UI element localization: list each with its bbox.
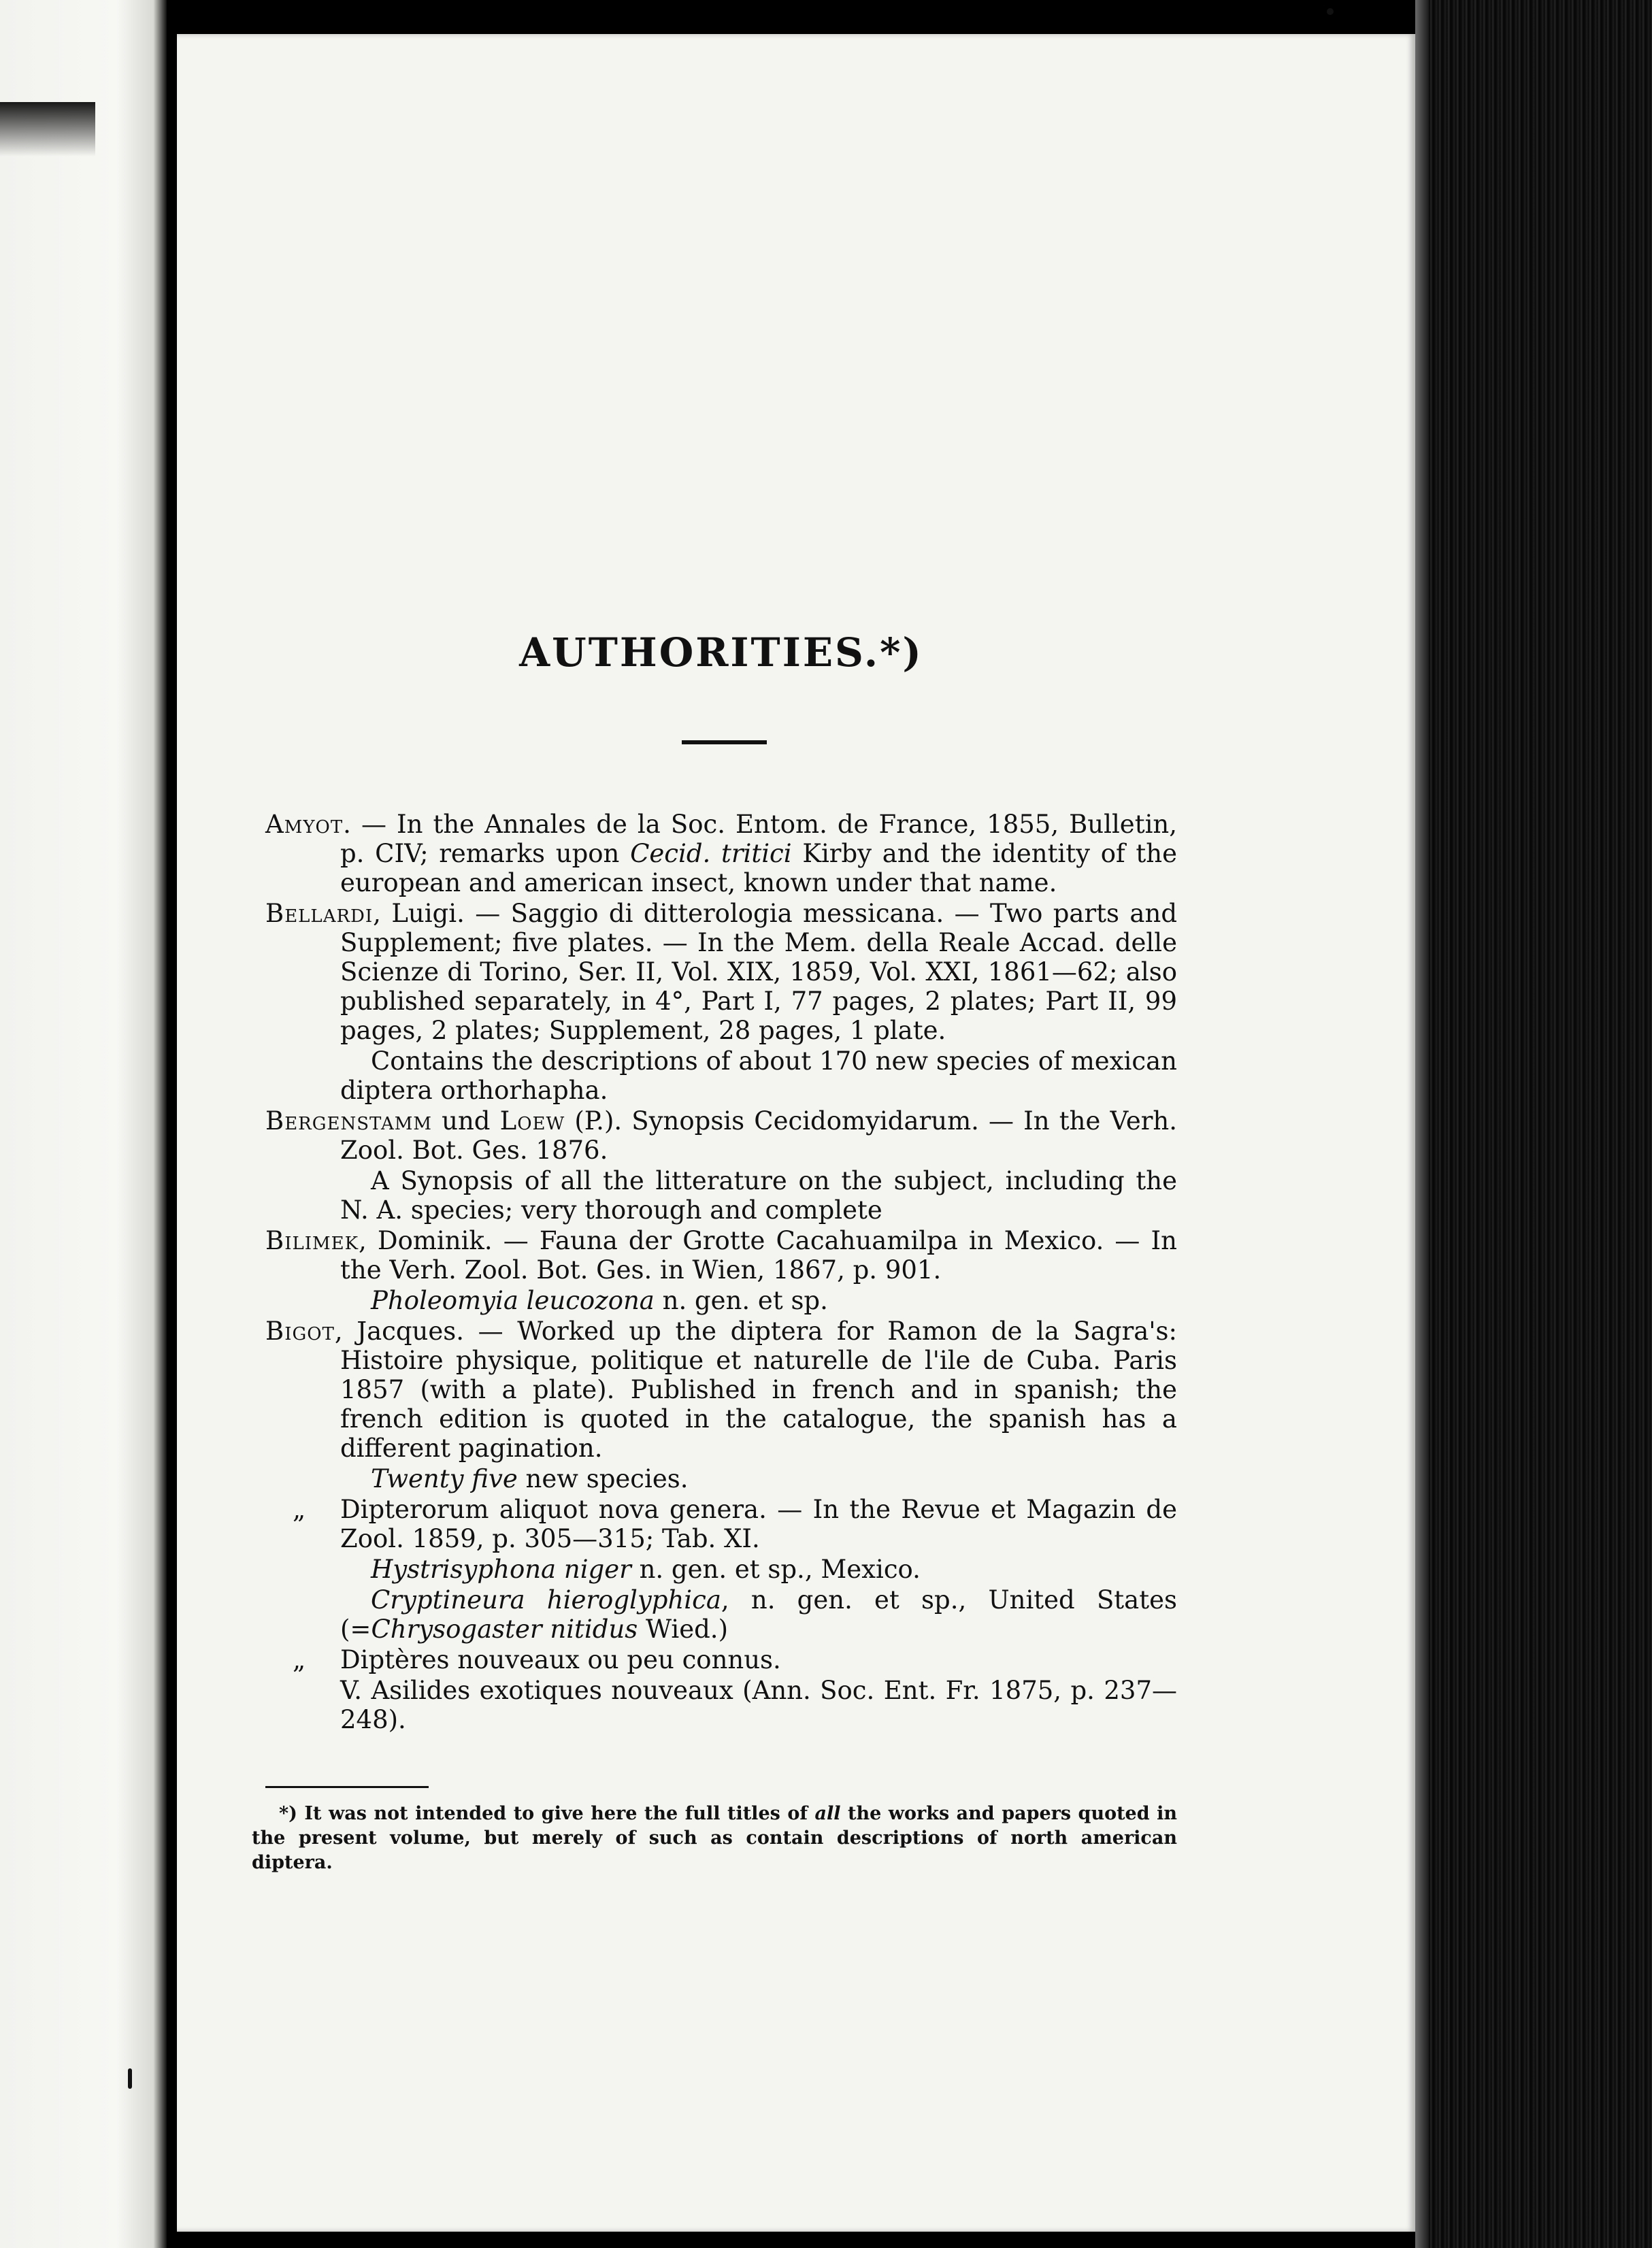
note-text: n. gen. et sp. [654,1286,828,1315]
entry-text: , Jacques. — Worked up the diptera for Ramon de la Sagra's: Histoire physique, politique et naturelle de l'ile de Cuba. Paris 1857 (with a plate). Published in french and in spanish; the french edition is quoted in the catalogue, the spanish has a different pagination. [334,1317,1177,1463]
entry-text: V. Asilides exotiques nouveaux (Ann. Soc. Ent. Fr. 1875, p. 237—248). [340,1676,1177,1734]
entry-bigot [265,1317,1177,1463]
entry-note [265,1286,1177,1315]
note-text: n. gen. et sp., Mexico. [631,1555,921,1584]
entry-amyot [265,810,1177,897]
entry-note: Contains the descriptions of about 170 new species of mexican diptera orthorhapha. [340,1046,1177,1105]
entry-bigot-sub-1 [265,1495,1177,1553]
footnote-italic: all [814,1803,841,1824]
entry-italic: Cecid. tritici [630,839,792,868]
entry-text-cont: Kirby and the identity of the european and american insect, known under that name. [340,839,1177,897]
footnote-text: *) It was not intended to give here the full titles of [279,1803,815,1824]
entry-note [265,1585,1177,1644]
author-name-2: Loew [499,1106,565,1136]
scan-speck [128,2068,132,2089]
entry-text: , Dominik. — Fauna der Grotte Cacahuamilpa in Mexico. — In the Verh. Zool. Bot. Ges. in Wien, 1867, p. 901. [340,1226,1177,1285]
page-title: AUTHORITIES.*) [519,629,923,676]
book-edge [1415,0,1652,2248]
note-text-end: Wied.) [638,1615,729,1644]
footnote-text-cont: the works and papers quoted in the present volume, but merely of such as contain descriptions of north american diptera. [252,1803,1178,1873]
entry-continuation [265,1676,1177,1734]
scan-left-margin [0,0,167,2248]
entry-text: . — In the Annales de la Soc. Entom. de France, 1855, Bulletin, p. CIV; remarks upon [340,810,1177,868]
scan-speck [1327,8,1334,15]
note-text: , n. gen. et sp., United States (= [340,1585,1177,1644]
entry-note: A Synopsis of all the litterature on the subject, including the N. A. species; very thorough and complete [340,1166,1177,1225]
entry-note [265,1464,1177,1493]
author-name: Bellardi [265,899,374,928]
author-name: Bigot [265,1317,335,1346]
title-divider [682,740,767,744]
entry-text: (P.). Synopsis Cecidomyidarum. — In the Verh. Zool. Bot. Ges. 1876. [340,1106,1177,1165]
author-connector: und [432,1106,500,1136]
entry-text: Dipterorum aliquot nova genera. — In the Revue et Magazin de Zool. 1859, p. 305—315; Tab. XI. [340,1495,1177,1553]
species-name: Cryptineura hieroglyphica [371,1585,721,1615]
entry-bilimek [265,1226,1177,1285]
species-name: Hystrisyphona niger [371,1555,631,1584]
scan-dark-corner [0,102,95,156]
species-name: Pholeomyia leucozona [371,1286,655,1315]
entry-bigot-sub-2 [265,1645,1177,1674]
author-name: Amyot [265,810,344,839]
ditto-mark: „ [293,1495,306,1524]
entry-bellardi [265,899,1177,1045]
note-italic: Twenty five [371,1464,518,1493]
entry-text: Diptères nouveaux ou peu connus. [340,1645,781,1674]
footnote-rule [265,1786,429,1788]
entry-text: , Luigi. — Saggio di ditterologia messicana. — Two parts and Supplement; five plates. — In the Mem. della Reale Accad. delle Scienze di Torino, Ser. II, Vol. XIX, 1859, Vol. XXI, 1861—62; also published separately, in 4°, Part I, 77 pages, 2 plates; Part II, 99 pages, 2 plates; Supplement, 28 pages, 1 plate. [340,899,1177,1045]
footnote [252,1802,1177,1875]
note-text: new species. [517,1464,689,1493]
author-name: Bergenstamm [265,1106,432,1136]
book-edge-highlight [1415,0,1429,2248]
ditto-mark: „ [293,1645,306,1674]
entry-note [265,1555,1177,1584]
authorities-list [265,810,1177,1736]
author-name: Bilimek [265,1226,359,1255]
species-name-synonym: Chrysogaster nitidus [371,1615,638,1644]
entry-bergenstamm [265,1106,1177,1165]
